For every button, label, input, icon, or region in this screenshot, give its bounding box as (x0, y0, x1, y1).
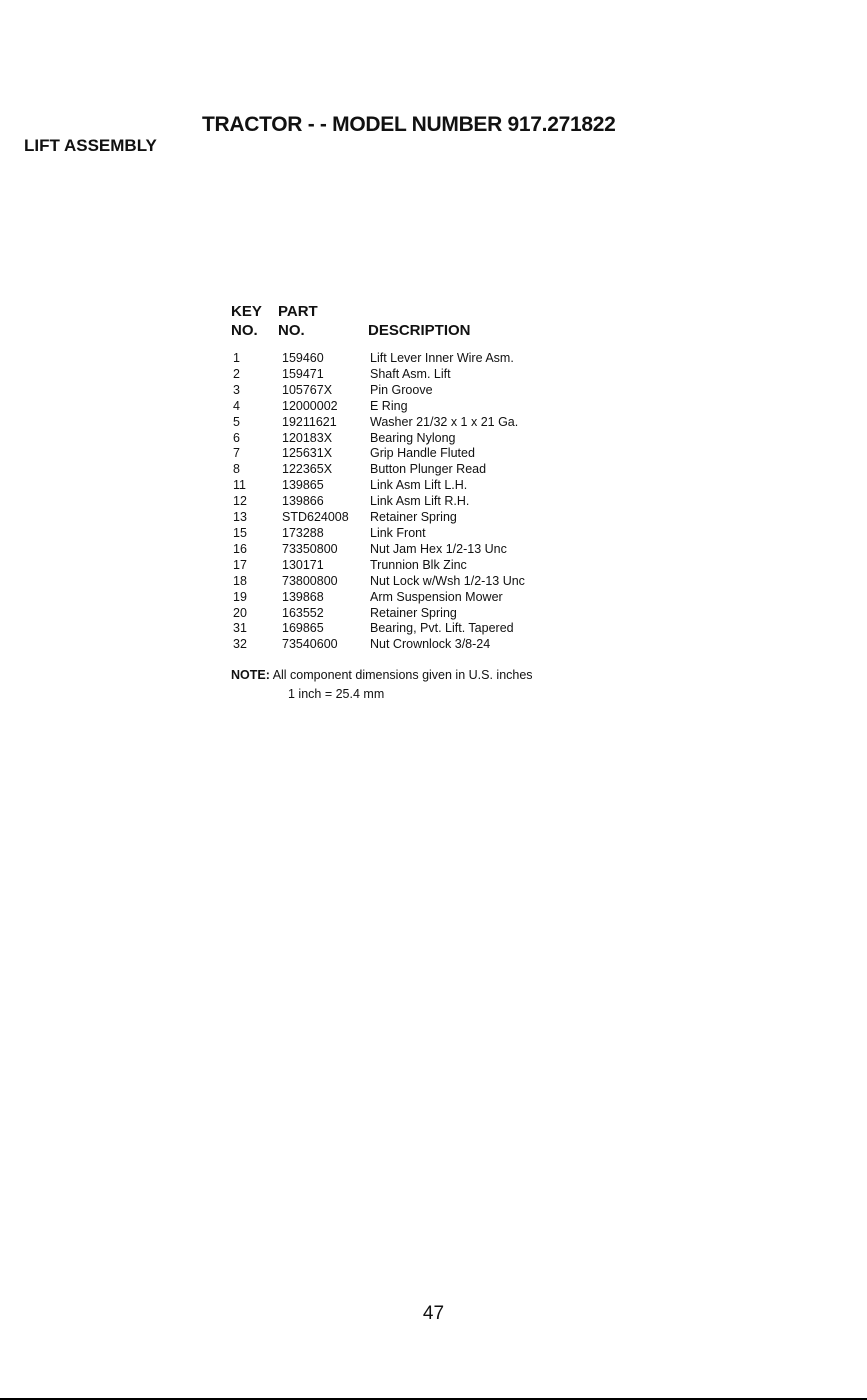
key-number: 20 (233, 605, 247, 620)
part-number: 12000002 (282, 398, 338, 413)
part-description: Link Asm Lift R.H. (370, 494, 470, 509)
table-row (231, 590, 661, 606)
part-description: Pin Groove (370, 382, 433, 397)
part-number: 139865 (282, 478, 324, 493)
part-description: Grip Handle Fluted (370, 446, 475, 461)
key-number: 3 (233, 382, 240, 397)
part-number: 122365X (282, 462, 333, 477)
parts-list (231, 351, 661, 653)
header-description: DESCRIPTION (368, 322, 471, 339)
part-number: 173288 (282, 525, 324, 540)
part-description: Bearing, Pvt. Lift. Tapered (370, 621, 514, 636)
note-text: All component dimensions given in U.S. inches (272, 668, 533, 682)
key-number: 2 (233, 366, 240, 381)
part-description: E Ring (370, 398, 408, 413)
part-description: Lift Lever Inner Wire Asm. (370, 351, 514, 365)
part-description: Retainer Spring (370, 605, 457, 620)
table-row (231, 478, 661, 494)
note-line (231, 668, 533, 682)
key-number: 1 (233, 351, 240, 365)
part-number: 73800800 (282, 573, 338, 588)
key-number: 17 (233, 557, 247, 572)
header-part-line2: NO. (278, 322, 305, 339)
part-number: 125631X (282, 446, 333, 461)
table-row (231, 431, 661, 447)
key-number: 6 (233, 430, 240, 445)
table-row (231, 606, 661, 622)
part-number: 19211621 (282, 414, 337, 429)
table-row (231, 637, 661, 653)
table-row (231, 542, 661, 558)
key-number: 32 (233, 637, 247, 652)
key-number: 7 (233, 446, 240, 461)
note-conversion: 1 inch = 25.4 mm (288, 687, 385, 701)
key-number: 16 (233, 541, 247, 556)
note-label: NOTE: (231, 668, 270, 682)
header-key-line2: NO. (231, 322, 258, 339)
table-row (231, 462, 661, 478)
table-row (231, 415, 661, 431)
part-number: 130171 (282, 557, 324, 572)
part-description: Button Plunger Read (370, 462, 487, 477)
table-row (231, 574, 661, 590)
part-description: Nut Crownlock 3/8-24 (370, 637, 491, 652)
part-description: Link Front (370, 525, 426, 540)
part-description: Washer 21/32 x 1 x 21 Ga. (370, 414, 519, 429)
part-description: Bearing Nylong (370, 430, 456, 445)
part-description: Nut Jam Hex 1/2-13 Unc (370, 541, 507, 556)
table-row (231, 446, 661, 462)
key-number: 11 (233, 478, 246, 493)
part-number: 159471 (282, 366, 324, 381)
part-number: 139868 (282, 589, 324, 604)
key-number: 8 (233, 462, 240, 477)
key-number: 4 (233, 398, 240, 413)
part-number: 73540600 (282, 637, 338, 652)
key-number: 19 (233, 589, 247, 604)
key-number: 18 (233, 573, 247, 588)
part-number: 139866 (282, 494, 324, 509)
page-number: 47 (422, 1303, 445, 1324)
part-number: STD624008 (282, 510, 349, 525)
part-description: Trunnion Blk Zinc (370, 557, 467, 572)
document-title: TRACTOR - - MODEL NUMBER 917.271822 (202, 113, 616, 136)
table-row (231, 510, 661, 526)
header-key-line1: KEY (231, 303, 262, 320)
section-title: LIFT ASSEMBLY (24, 136, 157, 155)
key-number: 13 (233, 510, 247, 525)
part-description: Link Asm Lift L.H. (370, 478, 468, 493)
part-number: 169865 (282, 621, 324, 636)
table-row (231, 494, 661, 510)
header-part-line1: PART (278, 303, 318, 320)
part-description: Nut Lock w/Wsh 1/2-13 Unc (370, 573, 525, 588)
part-number: 73350800 (282, 541, 338, 556)
table-row (231, 526, 661, 542)
part-description: Retainer Spring (370, 510, 457, 525)
table-row (231, 621, 661, 637)
key-number: 12 (233, 494, 247, 509)
part-number: 159460 (282, 351, 324, 365)
part-number: 163552 (282, 605, 324, 620)
key-number: 15 (233, 525, 247, 540)
key-number: 5 (233, 414, 240, 429)
table-row (231, 558, 661, 574)
table-row (231, 399, 661, 415)
table-row (231, 367, 661, 383)
table-row (231, 383, 661, 399)
part-description: Shaft Asm. Lift (370, 366, 451, 381)
key-number: 31 (233, 621, 247, 636)
part-number: 120183X (282, 430, 333, 445)
part-description: Arm Suspension Mower (370, 589, 503, 604)
table-row (231, 351, 661, 367)
part-number: 105767X (282, 382, 333, 397)
